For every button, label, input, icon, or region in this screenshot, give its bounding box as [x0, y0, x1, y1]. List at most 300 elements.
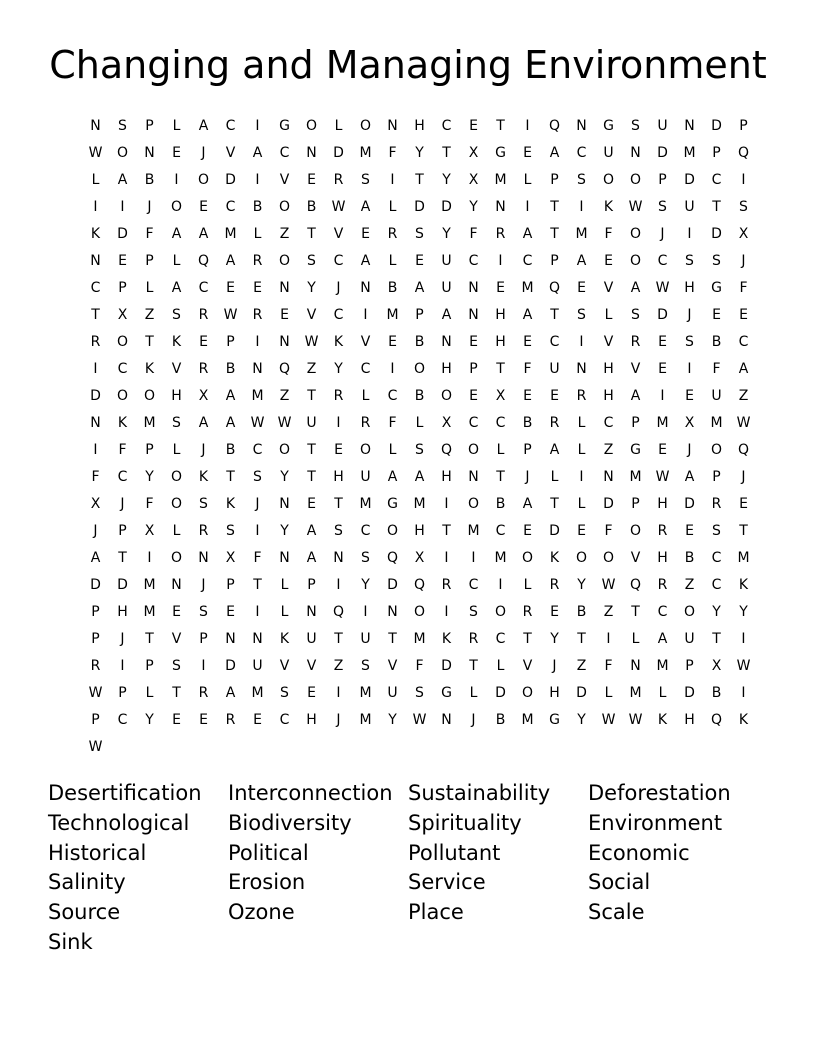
- grid-letter[interactable]: I: [390, 171, 395, 188]
- grid-letter[interactable]: Q: [386, 549, 399, 566]
- grid-letter[interactable]: I: [498, 576, 503, 593]
- grid-letter[interactable]: U: [549, 360, 560, 377]
- grid-letter[interactable]: T: [145, 630, 154, 647]
- grid-letter[interactable]: I: [579, 468, 584, 485]
- grid-letter[interactable]: E: [550, 387, 559, 404]
- grid-letter[interactable]: H: [603, 387, 614, 404]
- grid-letter[interactable]: K: [549, 549, 560, 566]
- grid-letter[interactable]: P: [712, 144, 721, 161]
- grid-letter[interactable]: E: [226, 279, 235, 296]
- grid-letter[interactable]: J: [336, 711, 341, 728]
- grid-letter[interactable]: C: [117, 711, 128, 728]
- grid-letter[interactable]: V: [279, 171, 290, 188]
- grid-letter[interactable]: J: [255, 495, 260, 512]
- grid-letter[interactable]: R: [549, 414, 560, 431]
- grid-letter[interactable]: H: [603, 360, 614, 377]
- grid-letter[interactable]: H: [441, 360, 452, 377]
- grid-letter[interactable]: H: [684, 711, 695, 728]
- grid-letter[interactable]: C: [576, 144, 587, 161]
- grid-letter[interactable]: E: [199, 333, 208, 350]
- grid-letter[interactable]: Q: [440, 441, 453, 458]
- grid-letter[interactable]: S: [469, 603, 478, 620]
- grid-letter[interactable]: C: [495, 522, 506, 539]
- grid-letter[interactable]: L: [577, 495, 586, 512]
- grid-letter[interactable]: Z: [306, 360, 317, 377]
- grid-letter[interactable]: E: [307, 495, 316, 512]
- grid-letter[interactable]: O: [170, 549, 183, 566]
- grid-letter[interactable]: W: [223, 306, 238, 323]
- grid-letter[interactable]: X: [144, 522, 155, 539]
- grid-letter[interactable]: E: [334, 441, 343, 458]
- grid-letter[interactable]: D: [657, 144, 668, 161]
- grid-letter[interactable]: V: [630, 360, 641, 377]
- grid-letter[interactable]: E: [550, 603, 559, 620]
- grid-letter[interactable]: Y: [361, 576, 370, 593]
- grid-letter[interactable]: R: [630, 333, 641, 350]
- grid-letter[interactable]: E: [172, 144, 181, 161]
- grid-letter[interactable]: S: [415, 684, 424, 701]
- grid-letter[interactable]: L: [172, 252, 181, 269]
- grid-letter[interactable]: D: [576, 684, 587, 701]
- grid-letter[interactable]: X: [90, 495, 101, 512]
- grid-letter[interactable]: S: [307, 252, 316, 269]
- grid-letter[interactable]: R: [576, 387, 587, 404]
- grid-letter[interactable]: Y: [334, 360, 343, 377]
- grid-letter[interactable]: V: [387, 657, 398, 674]
- grid-letter[interactable]: K: [198, 468, 209, 485]
- grid-letter[interactable]: H: [684, 279, 695, 296]
- grid-letter[interactable]: I: [93, 198, 98, 215]
- grid-letter[interactable]: S: [658, 198, 667, 215]
- grid-letter[interactable]: O: [413, 360, 426, 377]
- grid-letter[interactable]: G: [441, 684, 452, 701]
- grid-letter[interactable]: I: [660, 387, 665, 404]
- grid-letter[interactable]: E: [253, 711, 262, 728]
- grid-letter[interactable]: B: [225, 360, 236, 377]
- grid-letter[interactable]: I: [525, 117, 530, 134]
- grid-letter[interactable]: Y: [307, 279, 316, 296]
- grid-letter[interactable]: C: [738, 333, 749, 350]
- grid-letter[interactable]: A: [306, 549, 317, 566]
- grid-letter[interactable]: P: [145, 441, 154, 458]
- grid-letter[interactable]: A: [522, 495, 533, 512]
- grid-letter[interactable]: I: [174, 171, 179, 188]
- grid-letter[interactable]: R: [198, 522, 209, 539]
- grid-letter[interactable]: L: [604, 684, 613, 701]
- grid-letter[interactable]: D: [90, 387, 101, 404]
- grid-letter[interactable]: E: [307, 171, 316, 188]
- grid-letter[interactable]: F: [712, 360, 721, 377]
- grid-letter[interactable]: N: [306, 144, 317, 161]
- grid-letter[interactable]: Z: [576, 657, 587, 674]
- grid-letter[interactable]: O: [170, 198, 183, 215]
- grid-letter[interactable]: P: [550, 252, 559, 269]
- grid-letter[interactable]: I: [363, 306, 368, 323]
- grid-letter[interactable]: D: [117, 225, 128, 242]
- grid-letter[interactable]: Y: [415, 144, 424, 161]
- grid-letter[interactable]: G: [630, 441, 641, 458]
- grid-letter[interactable]: S: [199, 495, 208, 512]
- grid-letter[interactable]: B: [576, 603, 587, 620]
- grid-letter[interactable]: A: [630, 387, 641, 404]
- grid-letter[interactable]: X: [198, 387, 209, 404]
- grid-letter[interactable]: P: [523, 441, 532, 458]
- grid-letter[interactable]: J: [552, 657, 557, 674]
- grid-letter[interactable]: T: [118, 549, 127, 566]
- grid-letter[interactable]: O: [413, 603, 426, 620]
- grid-letter[interactable]: I: [741, 684, 746, 701]
- grid-letter[interactable]: P: [145, 657, 154, 674]
- grid-letter[interactable]: O: [602, 171, 615, 188]
- grid-letter[interactable]: M: [386, 306, 399, 323]
- grid-letter[interactable]: I: [444, 549, 449, 566]
- grid-letter[interactable]: R: [468, 630, 479, 647]
- grid-letter[interactable]: H: [117, 603, 128, 620]
- grid-letter[interactable]: C: [711, 549, 722, 566]
- grid-letter[interactable]: O: [170, 495, 183, 512]
- grid-letter[interactable]: K: [171, 333, 182, 350]
- grid-letter[interactable]: O: [278, 252, 291, 269]
- grid-letter[interactable]: N: [576, 117, 587, 134]
- grid-letter[interactable]: A: [387, 468, 398, 485]
- grid-letter[interactable]: R: [198, 360, 209, 377]
- grid-letter[interactable]: E: [685, 522, 694, 539]
- grid-letter[interactable]: E: [469, 117, 478, 134]
- grid-letter[interactable]: D: [333, 144, 344, 161]
- grid-letter[interactable]: O: [197, 171, 210, 188]
- grid-letter[interactable]: T: [145, 333, 154, 350]
- grid-letter[interactable]: K: [657, 711, 668, 728]
- grid-letter[interactable]: N: [171, 576, 182, 593]
- grid-letter[interactable]: O: [629, 225, 642, 242]
- grid-letter[interactable]: L: [415, 414, 424, 431]
- grid-letter[interactable]: A: [198, 225, 209, 242]
- grid-letter[interactable]: C: [468, 576, 479, 593]
- grid-letter[interactable]: M: [359, 495, 372, 512]
- grid-letter[interactable]: J: [201, 144, 206, 161]
- grid-letter[interactable]: N: [252, 360, 263, 377]
- grid-letter[interactable]: O: [629, 522, 642, 539]
- grid-letter[interactable]: B: [495, 711, 506, 728]
- grid-letter[interactable]: T: [253, 576, 262, 593]
- grid-letter[interactable]: G: [495, 144, 506, 161]
- grid-letter[interactable]: C: [711, 171, 722, 188]
- grid-letter[interactable]: O: [467, 441, 480, 458]
- grid-letter[interactable]: K: [90, 225, 101, 242]
- grid-letter[interactable]: N: [90, 252, 101, 269]
- grid-letter[interactable]: T: [91, 306, 100, 323]
- grid-letter[interactable]: G: [387, 495, 398, 512]
- grid-letter[interactable]: N: [360, 279, 371, 296]
- grid-letter[interactable]: Q: [332, 603, 345, 620]
- grid-letter[interactable]: N: [576, 360, 587, 377]
- grid-letter[interactable]: S: [577, 306, 586, 323]
- grid-letter[interactable]: M: [521, 711, 534, 728]
- grid-letter[interactable]: L: [172, 117, 181, 134]
- grid-letter[interactable]: E: [658, 360, 667, 377]
- grid-letter[interactable]: L: [280, 576, 289, 593]
- grid-letter[interactable]: S: [118, 117, 127, 134]
- grid-letter[interactable]: R: [657, 522, 668, 539]
- grid-letter[interactable]: Q: [548, 117, 561, 134]
- grid-letter[interactable]: M: [251, 387, 264, 404]
- grid-letter[interactable]: L: [91, 171, 100, 188]
- grid-letter[interactable]: L: [388, 252, 397, 269]
- grid-letter[interactable]: A: [171, 225, 182, 242]
- grid-letter[interactable]: X: [225, 549, 236, 566]
- grid-letter[interactable]: N: [90, 117, 101, 134]
- grid-letter[interactable]: B: [711, 684, 722, 701]
- grid-letter[interactable]: T: [577, 630, 586, 647]
- grid-letter[interactable]: S: [415, 225, 424, 242]
- grid-letter[interactable]: I: [93, 360, 98, 377]
- grid-letter[interactable]: D: [495, 684, 506, 701]
- grid-letter[interactable]: E: [199, 198, 208, 215]
- grid-letter[interactable]: H: [657, 495, 668, 512]
- grid-letter[interactable]: P: [469, 360, 478, 377]
- grid-letter[interactable]: L: [577, 414, 586, 431]
- grid-letter[interactable]: P: [685, 657, 694, 674]
- grid-letter[interactable]: O: [359, 441, 372, 458]
- grid-letter[interactable]: E: [523, 522, 532, 539]
- grid-letter[interactable]: C: [522, 252, 533, 269]
- grid-letter[interactable]: I: [201, 657, 206, 674]
- grid-letter[interactable]: L: [469, 684, 478, 701]
- grid-letter[interactable]: B: [252, 198, 263, 215]
- grid-letter[interactable]: R: [360, 414, 371, 431]
- grid-letter[interactable]: L: [577, 441, 586, 458]
- grid-letter[interactable]: O: [575, 549, 588, 566]
- grid-letter[interactable]: H: [549, 684, 560, 701]
- grid-letter[interactable]: T: [496, 117, 505, 134]
- grid-letter[interactable]: P: [91, 603, 100, 620]
- grid-letter[interactable]: X: [117, 306, 128, 323]
- grid-letter[interactable]: G: [549, 711, 560, 728]
- grid-letter[interactable]: R: [549, 576, 560, 593]
- grid-letter[interactable]: P: [118, 279, 127, 296]
- grid-letter[interactable]: N: [603, 468, 614, 485]
- grid-letter[interactable]: M: [656, 414, 669, 431]
- grid-letter[interactable]: N: [495, 198, 506, 215]
- grid-letter[interactable]: H: [414, 117, 425, 134]
- grid-letter[interactable]: T: [307, 225, 316, 242]
- grid-letter[interactable]: I: [363, 603, 368, 620]
- grid-letter[interactable]: K: [738, 576, 749, 593]
- grid-letter[interactable]: N: [144, 144, 155, 161]
- grid-letter[interactable]: V: [522, 657, 533, 674]
- grid-letter[interactable]: B: [711, 333, 722, 350]
- grid-letter[interactable]: N: [252, 630, 263, 647]
- grid-letter[interactable]: Z: [603, 441, 614, 458]
- grid-letter[interactable]: C: [333, 306, 344, 323]
- grid-letter[interactable]: O: [116, 144, 129, 161]
- grid-letter[interactable]: I: [444, 495, 449, 512]
- grid-letter[interactable]: Q: [413, 576, 426, 593]
- grid-letter[interactable]: M: [143, 576, 156, 593]
- grid-letter[interactable]: E: [739, 306, 748, 323]
- grid-letter[interactable]: R: [657, 576, 668, 593]
- grid-letter[interactable]: T: [631, 603, 640, 620]
- grid-letter[interactable]: P: [739, 117, 748, 134]
- grid-letter[interactable]: T: [496, 468, 505, 485]
- grid-letter[interactable]: W: [601, 576, 616, 593]
- grid-letter[interactable]: E: [469, 333, 478, 350]
- grid-letter[interactable]: E: [685, 387, 694, 404]
- grid-letter[interactable]: S: [631, 117, 640, 134]
- grid-letter[interactable]: Y: [577, 576, 586, 593]
- grid-letter[interactable]: K: [117, 414, 128, 431]
- grid-letter[interactable]: S: [172, 306, 181, 323]
- grid-letter[interactable]: U: [387, 684, 398, 701]
- grid-letter[interactable]: C: [441, 117, 452, 134]
- grid-letter[interactable]: I: [120, 657, 125, 674]
- grid-letter[interactable]: V: [603, 333, 614, 350]
- grid-letter[interactable]: X: [495, 387, 506, 404]
- grid-letter[interactable]: N: [630, 657, 641, 674]
- grid-letter[interactable]: V: [279, 657, 290, 674]
- grid-letter[interactable]: P: [631, 495, 640, 512]
- grid-letter[interactable]: I: [741, 630, 746, 647]
- grid-letter[interactable]: J: [201, 576, 206, 593]
- grid-letter[interactable]: L: [523, 576, 532, 593]
- grid-letter[interactable]: D: [441, 657, 452, 674]
- grid-letter[interactable]: O: [629, 171, 642, 188]
- grid-letter[interactable]: I: [336, 684, 341, 701]
- grid-letter[interactable]: I: [255, 333, 260, 350]
- grid-letter[interactable]: M: [494, 171, 507, 188]
- grid-letter[interactable]: W: [331, 198, 346, 215]
- grid-letter[interactable]: I: [336, 414, 341, 431]
- grid-letter[interactable]: N: [279, 549, 290, 566]
- grid-letter[interactable]: U: [306, 630, 317, 647]
- grid-letter[interactable]: L: [523, 171, 532, 188]
- grid-letter[interactable]: A: [522, 225, 533, 242]
- grid-letter[interactable]: N: [387, 603, 398, 620]
- grid-letter[interactable]: H: [171, 387, 182, 404]
- grid-letter[interactable]: N: [441, 711, 452, 728]
- grid-letter[interactable]: C: [549, 333, 560, 350]
- grid-letter[interactable]: O: [116, 333, 129, 350]
- grid-letter[interactable]: X: [414, 549, 425, 566]
- grid-letter[interactable]: B: [684, 549, 695, 566]
- grid-letter[interactable]: C: [90, 279, 101, 296]
- grid-letter[interactable]: N: [630, 144, 641, 161]
- grid-letter[interactable]: F: [388, 144, 397, 161]
- grid-letter[interactable]: E: [388, 333, 397, 350]
- grid-letter[interactable]: N: [279, 495, 290, 512]
- grid-letter[interactable]: M: [143, 414, 156, 431]
- grid-letter[interactable]: O: [305, 117, 318, 134]
- grid-letter[interactable]: W: [304, 333, 319, 350]
- grid-letter[interactable]: P: [118, 522, 127, 539]
- grid-letter[interactable]: T: [415, 171, 424, 188]
- grid-letter[interactable]: O: [278, 198, 291, 215]
- grid-letter[interactable]: A: [657, 630, 668, 647]
- grid-letter[interactable]: O: [710, 441, 723, 458]
- grid-letter[interactable]: F: [145, 495, 154, 512]
- grid-letter[interactable]: C: [603, 414, 614, 431]
- grid-letter[interactable]: T: [172, 684, 181, 701]
- grid-letter[interactable]: H: [495, 333, 506, 350]
- grid-letter[interactable]: A: [225, 414, 236, 431]
- grid-letter[interactable]: K: [144, 360, 155, 377]
- grid-letter[interactable]: T: [307, 468, 316, 485]
- grid-letter[interactable]: W: [736, 414, 751, 431]
- grid-letter[interactable]: H: [414, 522, 425, 539]
- grid-letter[interactable]: Q: [710, 711, 723, 728]
- grid-letter[interactable]: N: [468, 468, 479, 485]
- grid-letter[interactable]: D: [90, 576, 101, 593]
- grid-letter[interactable]: B: [225, 441, 236, 458]
- grid-letter[interactable]: P: [631, 414, 640, 431]
- grid-letter[interactable]: W: [412, 711, 427, 728]
- grid-letter[interactable]: L: [496, 657, 505, 674]
- grid-letter[interactable]: U: [360, 468, 371, 485]
- grid-letter[interactable]: Q: [737, 144, 750, 161]
- grid-letter[interactable]: U: [684, 198, 695, 215]
- grid-letter[interactable]: C: [198, 279, 209, 296]
- grid-letter[interactable]: L: [496, 441, 505, 458]
- grid-letter[interactable]: F: [604, 657, 613, 674]
- grid-letter[interactable]: E: [199, 711, 208, 728]
- grid-letter[interactable]: H: [333, 468, 344, 485]
- grid-letter[interactable]: T: [523, 630, 532, 647]
- grid-letter[interactable]: E: [361, 225, 370, 242]
- grid-letter[interactable]: U: [711, 387, 722, 404]
- grid-letter[interactable]: J: [120, 495, 125, 512]
- grid-letter[interactable]: W: [88, 684, 103, 701]
- grid-letter[interactable]: W: [655, 279, 670, 296]
- grid-letter[interactable]: B: [414, 387, 425, 404]
- grid-letter[interactable]: C: [360, 360, 371, 377]
- grid-letter[interactable]: O: [521, 549, 534, 566]
- grid-letter[interactable]: Y: [577, 711, 586, 728]
- grid-letter[interactable]: D: [684, 684, 695, 701]
- grid-letter[interactable]: O: [602, 549, 615, 566]
- grid-letter[interactable]: A: [522, 306, 533, 323]
- grid-letter[interactable]: T: [469, 657, 478, 674]
- grid-letter[interactable]: S: [685, 252, 694, 269]
- grid-letter[interactable]: A: [225, 252, 236, 269]
- grid-letter[interactable]: M: [656, 657, 669, 674]
- grid-letter[interactable]: T: [226, 468, 235, 485]
- grid-letter[interactable]: K: [225, 495, 236, 512]
- grid-letter[interactable]: B: [387, 279, 398, 296]
- grid-letter[interactable]: A: [117, 171, 128, 188]
- grid-letter[interactable]: D: [441, 198, 452, 215]
- grid-letter[interactable]: V: [306, 306, 317, 323]
- grid-letter[interactable]: N: [279, 279, 290, 296]
- grid-letter[interactable]: T: [550, 198, 559, 215]
- grid-letter[interactable]: R: [333, 171, 344, 188]
- grid-letter[interactable]: O: [521, 684, 534, 701]
- grid-letter[interactable]: B: [495, 495, 506, 512]
- grid-letter[interactable]: R: [225, 711, 236, 728]
- grid-letter[interactable]: P: [91, 711, 100, 728]
- grid-letter[interactable]: X: [711, 657, 722, 674]
- grid-letter[interactable]: D: [549, 522, 560, 539]
- grid-letter[interactable]: M: [683, 144, 696, 161]
- grid-letter[interactable]: A: [576, 252, 587, 269]
- grid-letter[interactable]: A: [414, 468, 425, 485]
- grid-letter[interactable]: T: [550, 306, 559, 323]
- grid-letter[interactable]: A: [171, 279, 182, 296]
- grid-letter[interactable]: J: [336, 279, 341, 296]
- grid-letter[interactable]: A: [630, 279, 641, 296]
- grid-letter[interactable]: C: [225, 117, 236, 134]
- grid-letter[interactable]: D: [684, 171, 695, 188]
- grid-letter[interactable]: X: [684, 414, 695, 431]
